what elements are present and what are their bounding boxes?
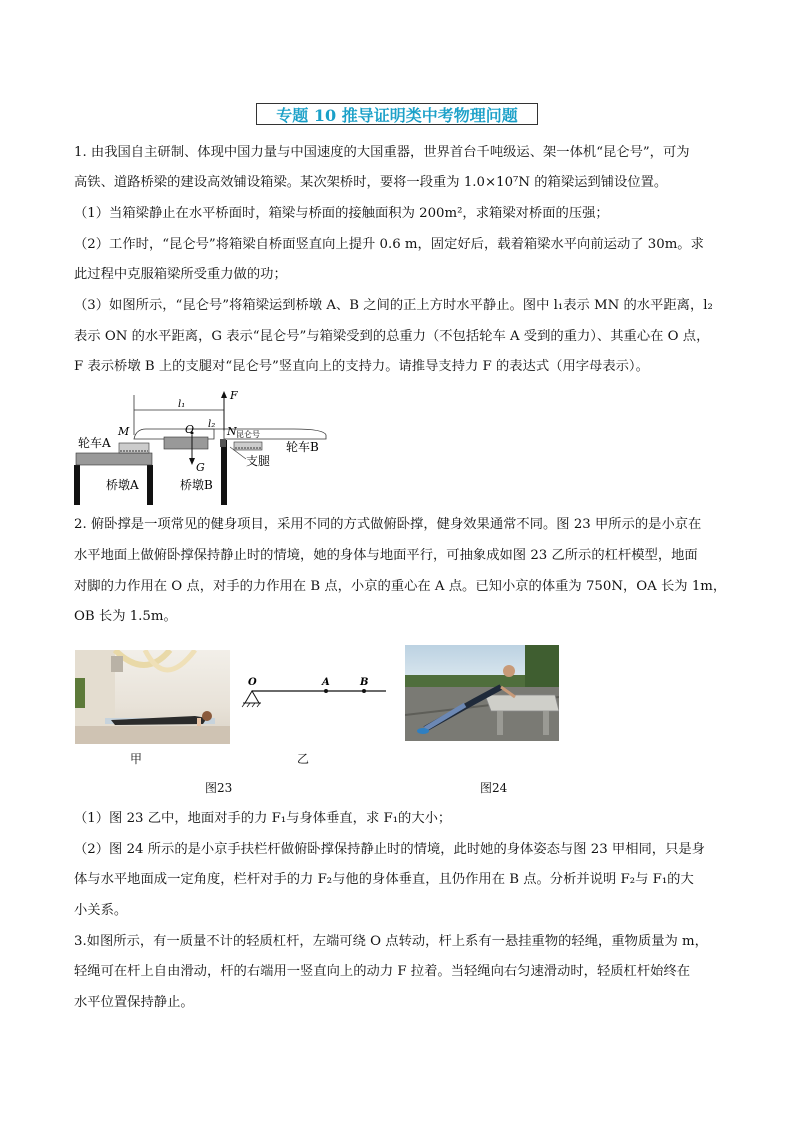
page-title [256, 103, 538, 125]
pier-b-leg [221, 440, 227, 505]
label-cart-a: 轮车A [78, 436, 111, 450]
pushup-bench-photo [405, 645, 559, 741]
label-train-name: 昆仑号 [236, 430, 260, 439]
q3-line-1: 3.如图所示，有一质量不计的轻质杠杆，左端可绕 O 点转动，杆上系有一悬挂重物的轻绳，重物质量为 m， [74, 934, 708, 949]
q1-line-1: 1. 由我国自主研制、体现中国力量与中国速度的大国重器，世界首台千吨级运、架一体机“昆仑号”，可为 [74, 145, 690, 160]
q2-sub-2b: 体与水平地面成一定角度，栏杆对手的力 F₂与他的身体垂直，且仍作用在 B 点。分析并说明 F₂与 F₁的大 [74, 872, 694, 887]
cart-b [234, 442, 262, 450]
q1-line-3: （1）当箱梁静止在水平桥面时，箱梁与桥面的接触面积为 200m²，求箱梁对桥面的压强； [74, 206, 609, 221]
bridge-deck [76, 453, 152, 465]
q3-line-3: 水平位置保持静止。 [74, 995, 194, 1010]
q2-line-1: 2. 俯卧撑是一项常见的健身项目，采用不同的方式做俯卧撑，健身效果通常不同。图 23 甲所示的是小京在 [74, 517, 702, 532]
point-b [362, 689, 366, 693]
caption-jia: 甲 [130, 752, 143, 766]
q1-line-2: 高铁、道路桥梁的建设高效铺设箱梁。某次架桥时，要将一段重为 1.0×10⁷N 的箱梁运到铺设位置。 [74, 175, 668, 190]
pier-a-left-leg [74, 465, 80, 505]
caption-yi: 乙 [297, 752, 310, 766]
label-l2: l₂ [208, 419, 216, 430]
q1-line-7: 表示 ON 的水平距离，G 表示“昆仑号”与箱梁受到的总重力（不包括轮车 A 受到的重力）、其重心在 O 点， [74, 329, 710, 344]
label-o: O [185, 423, 195, 436]
label-pier-a: 桥墩A [106, 478, 139, 492]
box-girder [164, 437, 208, 449]
q2-sub-2c: 小关系。 [74, 903, 128, 918]
q1-line-5: 此过程中克服箱梁所受重力做的功； [74, 267, 287, 282]
q1-line-6: （3）如图所示，“昆仑号”将箱梁运到桥墩 A、B 之间的正上方时水平静止。图中 l₁表示 MN 的水平距离，l₂ [74, 298, 713, 313]
point-a [324, 689, 328, 693]
pushup-floor-photo [75, 650, 230, 744]
pier-a-right-leg [147, 465, 153, 505]
q1-line-8: F 表示桥墩 B 上的支腿对“昆仑号”竖直向上的支持力。请推导支持力 F 的表达式（用字母表示）。 [74, 359, 649, 374]
q2-sub-1: （1）图 23 乙中，地面对手的力 F₁与身体垂直，求 F₁的大小； [74, 811, 452, 826]
label-b-point: B [360, 677, 369, 688]
label-n: N [227, 425, 237, 438]
gravity-g-arrow [189, 458, 195, 465]
bridge-diagram [74, 385, 334, 507]
q2-line-4: OB 长为 1.5m。 [74, 609, 177, 624]
label-l1: l₁ [178, 399, 186, 410]
page-title-text: 专题 10 推导证明类中考物理问题 [276, 105, 518, 125]
label-a-point: A [322, 677, 330, 688]
q3-line-2: 轻绳可在杆上自由滑动，杆的右端用一竖直向上的动力 F 拉着。当轻绳向右匀速滑动时，轻质杠杆始终在 [74, 964, 691, 979]
caption-fig24: 图24 [480, 781, 508, 795]
label-cart-b: 轮车B [286, 440, 319, 454]
label-pier-b: 桥墩B [180, 478, 213, 492]
q2-line-2: 水平地面上做俯卧撑保持静止时的情境，她的身体与地面平行，可抽象成如图 23 乙所示的杠杆模型，地面 [74, 548, 698, 563]
lever-model-diagram [240, 670, 390, 715]
label-g: G [196, 461, 205, 474]
q1-line-4: （2）工作时，“昆仑号”将箱梁自桥面竖直向上提升 0.6 m，固定好后，载着箱梁水平向前运动了 30m。求 [74, 237, 704, 252]
label-leg: 支腿 [246, 454, 271, 468]
support-leg [220, 439, 226, 447]
force-f-arrow [221, 391, 227, 398]
caption-fig23: 图23 [205, 781, 233, 795]
label-m: M [118, 425, 130, 438]
label-o-point: O [248, 677, 257, 688]
q2-sub-2a: （2）图 24 所示的是小京手扶栏杆做俯卧撑保持静止时的情境，此时她的身体姿态与图 23 甲相同，只是身 [74, 842, 705, 857]
q2-line-3: 对脚的力作用在 O 点，对手的力作用在 B 点，小京的重心在 A 点。已知小京的体重为 750N，OA 长为 1m， [74, 579, 727, 594]
pivot-triangle [245, 691, 259, 703]
label-f: F [230, 389, 238, 402]
